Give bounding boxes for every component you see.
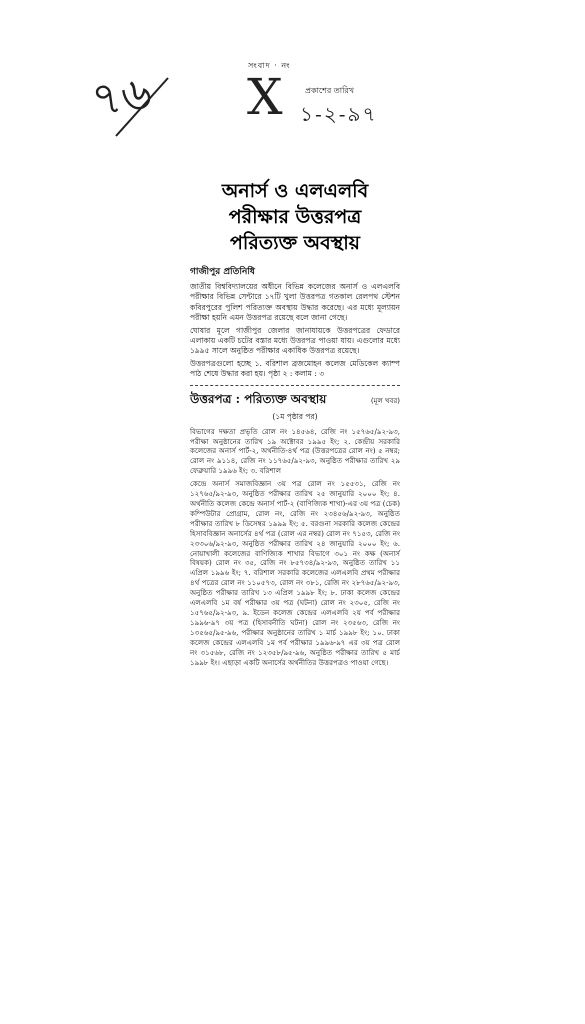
stamp-text: সংবাদ · নং bbox=[248, 61, 291, 70]
newspaper-clipping bbox=[190, 178, 400, 850]
paragraph-3: উত্তরপত্রগুলো হচ্ছে ১. বরিশাল ব্রজমোহন কলেজ মেডিকেল ক্যাম্প পাঠ শেষে উদ্ধার করা হয়। পৃষ্ঠা ২ : কলাম : ৩ bbox=[190, 358, 400, 379]
divider bbox=[190, 385, 400, 386]
headline-line-1: অনার্স ও এলএলবি bbox=[221, 180, 369, 202]
headline-line-2: পরীক্ষার উত্তরপত্র bbox=[228, 206, 362, 228]
continuation-note: (১ম পৃষ্ঠার পর) bbox=[272, 411, 318, 421]
date-line: প্রকাশের তারিখ bbox=[305, 86, 355, 95]
body-paragraph-1: বিভাগের দক্ষতা প্রভৃতি রোল নং ১৪৫৬৪, রেজি নং ১৫৭৬৫/৯২-৯৩, পরীক্ষা অনুষ্ঠানের তারিখ ১৯ অক্টোবর ১৯৯৫ ইং; ২. কেন্দ্রীয় সরকারি কলেজের অনার্স পার্ট-২, অর্থনীতি-৪র্থ পত্র (উত্তরপত্রের রোল নং) ৫ নম্বর; রোল নং ৯১১৪, রেজি নং ১১৭৬৫/৯২-৯৩, অনুষ্ঠিত পরীক্ষার তারিখ ২৯ ফেব্রুয়ারি ১৯৯৬ ইং; ৩. বরিশাল bbox=[190, 426, 400, 476]
slash-mark bbox=[108, 70, 178, 140]
subhead-tag: (মূল খবর) bbox=[370, 396, 400, 405]
headline-line-3: পরিত্যক্ত অবস্থায় bbox=[230, 232, 360, 254]
paragraph-1: জাতীয় বিশ্ববিদ্যালয়ের অধীনে বিভিন্ন কলেজের অনার্স ও এলএলবি পরীক্ষার বিভিন্ন সেন্টারে ১৭টি খুলা উত্তরপত্র গতকাল রেলপথ স্টেশন কবিরপুরের পুলিশ পরিত্যক্ত অবস্থায় উদ্ধার করেছে। এর মধ্যে মূল্যায়ন পরীক্ষা হয়নি এমন উত্তরপত্র রয়েছে বলে জানা গেছে। bbox=[190, 282, 400, 323]
handwritten-date: ১-২-৯৭ bbox=[300, 102, 378, 126]
paragraph-2: ঘোষার মূলে গাজীপুর জেলার জানাযায়কে উত্তরপত্রের ফেডারে এলাকায় একটি চটের বস্তার মধ্যে উত্তরপত্র পাওয়া যায়। এগুলোর মধ্যে ১৯৯৫ সালে অনুষ্ঠিত পরীক্ষার একাধিক উত্তরপত্র রয়েছে। bbox=[190, 325, 400, 356]
continuation-header bbox=[190, 391, 400, 411]
headline bbox=[190, 178, 400, 256]
x-mark: X bbox=[247, 68, 283, 126]
subhead: উত্তরপত্র : পরিত্যক্ত অবস্থায় bbox=[190, 391, 327, 406]
handwritten-number: ৭৬ bbox=[87, 65, 155, 127]
byline: গাজীপুর প্রতিনিধি bbox=[190, 267, 255, 277]
body-paragraph-2: কেন্দ্রে অনার্স সমাজবিজ্ঞান ৩য় পত্র রোল নং ১৫৫৩১, রেজি নং ১২৭৬৫/৯২-৯৩, অনুষ্ঠিত পরীক্ষার তারিখ ২৫ জানুয়ারি ২০০০ ইং; ৪. অর্থনীতি কলেজ কেন্দ্রে অনার্স পার্ট-২ (বাণিজ্যিক শাখা)-এর ৩য় পত্র (চেক) কম্পিউটার প্রোগ্রাম, রোল নং, রেজি নং ২৩৪৫৬/৯২-৯৩, অনুষ্ঠিত পরীক্ষার তারিখ ৮ ডিসেম্বর ১৯৯৯ ইং; ৫. বরগুনা সরকারি কলেজ কেন্দ্রের হিসাববিজ্ঞান অনার্সের ৪র্থ পত্র (রোল এর নম্বর) রোল নং ৭১৫৩, রেজি নং ২৩৩০৬/৯২-৯৩, অনুষ্ঠিত পরীক্ষার তারিখ ২৪ জানুয়ারি ২০০০ ইং; ৬. নোয়াখালী কলেজের বাণিজ্যিক শাখার বিভাগে ৩০১ নং কক্ষ (অনার্স বিষয়ক) রোল নং ৩৫, রেজি নং ৮৫৭৩৪/৯২-৯৩, অনুষ্ঠিত তারিখ ১১ এপ্রিল ১৯৯৬ ইং; ৭. বরিশাল সরকারি কলেজের এলএলবি প্রথম পরীক্ষার ৪র্থ পত্রের রোল নং ১১০৫৭৩, রোল নং ৩৮১, রেজি নং ২৮৭৬৫/৯২-৯৩, অনুষ্ঠিত পরীক্ষার তারিখ ১৩ এপ্রিল ১৯৯৮ ইং; ৮. ঢাকা কলেজ কেন্দ্রের এলএলবি ১ম বর্ষ পরীক্ষার ৩য় পত্র (ঘটনা) রোল নং ২৩০৫, রেজি নং ১৫৭৬৫/৯২-৯৩, ৯. ইডেন কলেজ কেন্দ্রের এলএলবি ২য় পর্ব পরীক্ষার ১৯৯৬-৯৭ ৩য় পত্র (হিসাবনীতি ঘটনা) রোল নং ২৩৫৬৩, রেজি নং ১৩৫৬৫/৯৫-৯৬, পরীক্ষার অনুষ্ঠানের তারিখ ১ মার্চ ১৯৯৮ ইং; ১০. ঢাকা কলেজ কেন্দ্রের এলএলবি ১ম পর্ব পরীক্ষার ১৯৯৬-৯৭ এর ৩য় পত্র রোল নং ৩১৫৬৮, রেজি নং ১২৩৫৮/৯৫-৯৬, অনুষ্ঠিত পরীক্ষার তারিখ ৫ মার্চ ১৯৯৮ ইং। এছাড়া একটি অনার্সের অর্থনীতির উত্তরপত্রও পাওয়া গেছে। bbox=[190, 479, 400, 667]
